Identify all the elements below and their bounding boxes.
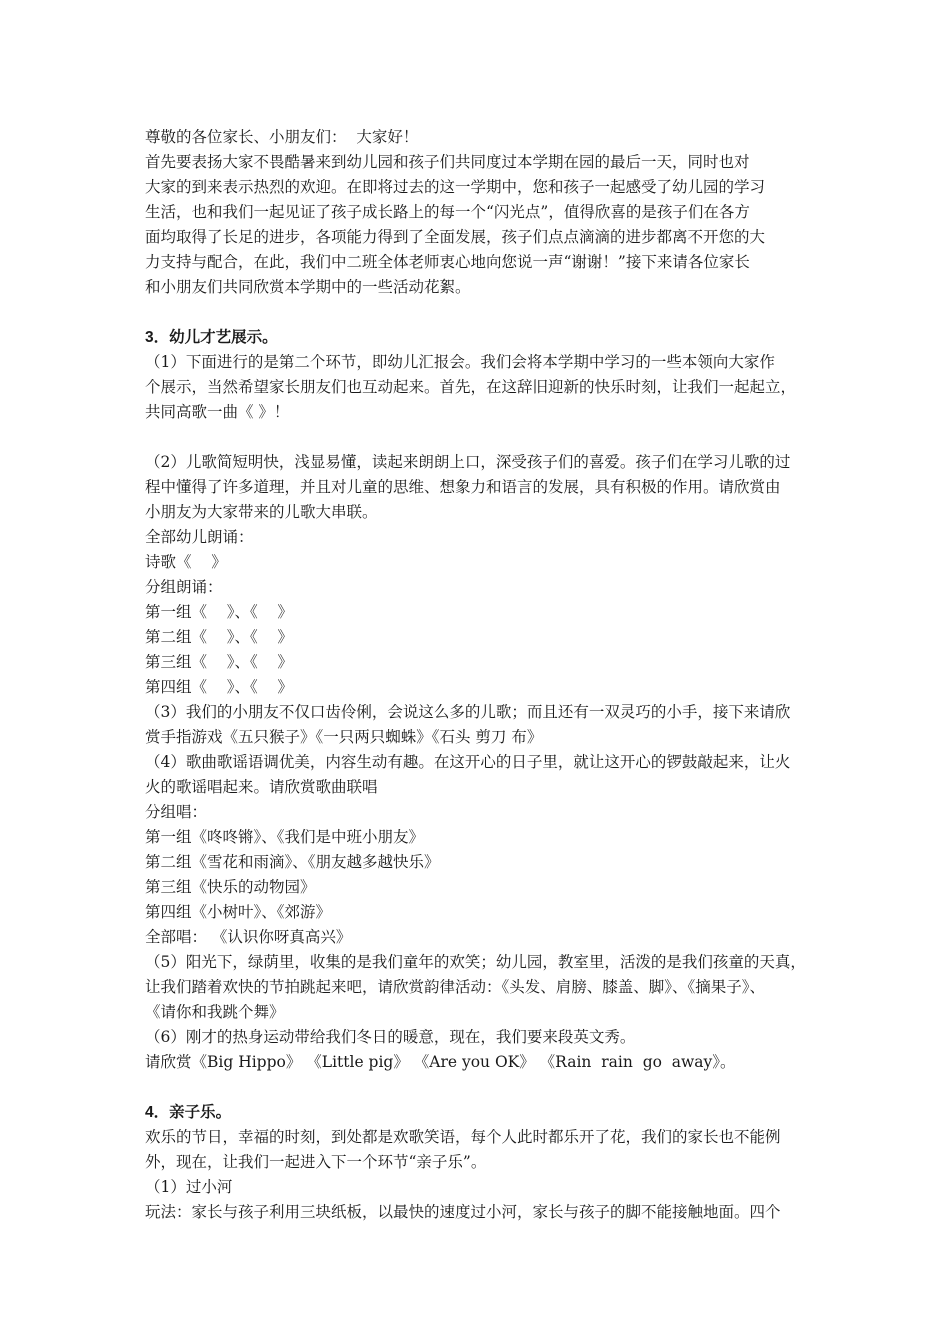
program-line: 第一组《 》、《 》 [145, 603, 293, 621]
program-line: （1）过小河 [145, 1178, 233, 1196]
paragraph-line: 程中懂得了许多道理，并且对儿童的思维、想象力和语言的发展，具有积极的作用。请欣赏由 [145, 478, 781, 496]
program-line: 分组朗诵： [145, 578, 223, 596]
paragraph-line: 让我们踏着欢快的节拍跳起来吧，请欣赏韵律活动：《头发、肩膀、膝盖、脚》、《摘果子》、 [145, 978, 766, 996]
program-line: 第四组《小树叶》、《郊游》 [145, 903, 332, 921]
intro-paragraph-line: 力支持与配合，在此，我们中二班全体老师衷心地向您说一声“谢谢！”接下来请各位家长 [145, 253, 750, 271]
paragraph-line: 玩法：家长与孩子利用三块纸板，以最快的速度过小河，家长与孩子的脚不能接触地面。四个 [145, 1203, 781, 1221]
program-line: 第二组《 》、《 》 [145, 628, 293, 646]
paragraph-line: （1）下面进行的是第二个环节，即幼儿汇报会。我们会将本学期中学习的一些本领向大家作 [145, 353, 775, 371]
program-line: 全部唱： 《认识你呀真高兴》 [145, 928, 352, 946]
paragraph-line: 《请你和我跳个舞》 [145, 1003, 285, 1021]
paragraph-line: 赏手指游戏《五只猴子》《一只两只蜘蛛》《石头 剪刀 布》 [145, 728, 543, 746]
section-heading-talent-show: 3．幼儿才艺展示。 [145, 329, 278, 346]
program-line: 分组唱： [145, 803, 208, 821]
paragraph-line: 火的歌谣唱起来。请欣赏歌曲联唱 [145, 778, 378, 796]
paragraph-line: （2）儿歌简短明快，浅显易懂，读起来朗朗上口，深受孩子们的喜爱。孩子们在学习儿歌的过 [145, 453, 791, 471]
program-line: 第三组《快乐的动物园》 [145, 878, 316, 896]
program-line: 第二组《雪花和雨滴》、《朋友越多越快乐》 [145, 853, 440, 871]
program-line: 第一组《咚咚锵》、《我们是中班小朋友》 [145, 828, 425, 846]
paragraph-line: 请欣赏《Big Hippo》 《Little pig》 《Are you OK》 《Rain rain go away》。 [145, 1053, 736, 1071]
intro-paragraph-line: 大家的到来表示热烈的欢迎。在即将过去的这一学期中，您和孩子一起感受了幼儿园的学习 [145, 178, 766, 196]
program-line: 诗歌《 》 [145, 553, 227, 571]
paragraph-line: （3）我们的小朋友不仅口齿伶俐，会说这么多的儿歌；而且还有一双灵巧的小手，接下来请欣 [145, 703, 791, 721]
intro-paragraph-line: 首先要表扬大家不畏酷暑来到幼儿园和孩子们共同度过本学期在园的最后一天，同时也对 [145, 153, 750, 171]
paragraph-line: （4）歌曲歌谣语调优美，内容生动有趣。在这开心的日子里，就让这开心的锣鼓敲起来，让火 [145, 753, 791, 771]
paragraph-line: 欢乐的节日，幸福的时刻，到处都是欢歌笑语，每个人此时都乐开了花，我们的家长也不能例 [145, 1128, 781, 1146]
program-line: 全部幼儿朗诵： [145, 528, 254, 546]
paragraph-line: 共同高歌一曲《 》！ [145, 403, 290, 421]
paragraph-line: 外，现在，让我们一起进入下一个环节“亲子乐”。 [145, 1153, 487, 1171]
intro-paragraph-line: 面均取得了长足的进步，各项能力得到了全面发展，孩子们点点滴滴的进步都离不开您的大 [145, 228, 766, 246]
program-line: 第三组《 》、《 》 [145, 653, 293, 671]
intro-paragraph-line: 和小朋友们共同欣赏本学期中的一些活动花絮。 [145, 278, 471, 296]
intro-paragraph-line: 生活，也和我们一起见证了孩子成长路上的每一个“闪光点”，值得欣喜的是孩子们在各方 [145, 203, 750, 221]
paragraph-line: 个展示，当然希望家长朋友们也互动起来。首先，在这辞旧迎新的快乐时刻，让我们一起起立， [145, 378, 797, 396]
paragraph-line: （5）阳光下，绿荫里，收集的是我们童年的欢笑；幼儿园，教室里，活泼的是我们孩童的天真， [145, 953, 806, 971]
section-heading-parent-child: 4．亲子乐。 [145, 1104, 232, 1121]
greeting-line: 尊敬的各位家长、小朋友们： 大家好！ [145, 128, 419, 146]
paragraph-line: 小朋友为大家带来的儿歌大串联。 [145, 503, 378, 521]
program-line: 第四组《 》、《 》 [145, 678, 293, 696]
paragraph-line: （6）刚才的热身运动带给我们冬日的暖意，现在，我们要来段英文秀。 [145, 1028, 636, 1046]
